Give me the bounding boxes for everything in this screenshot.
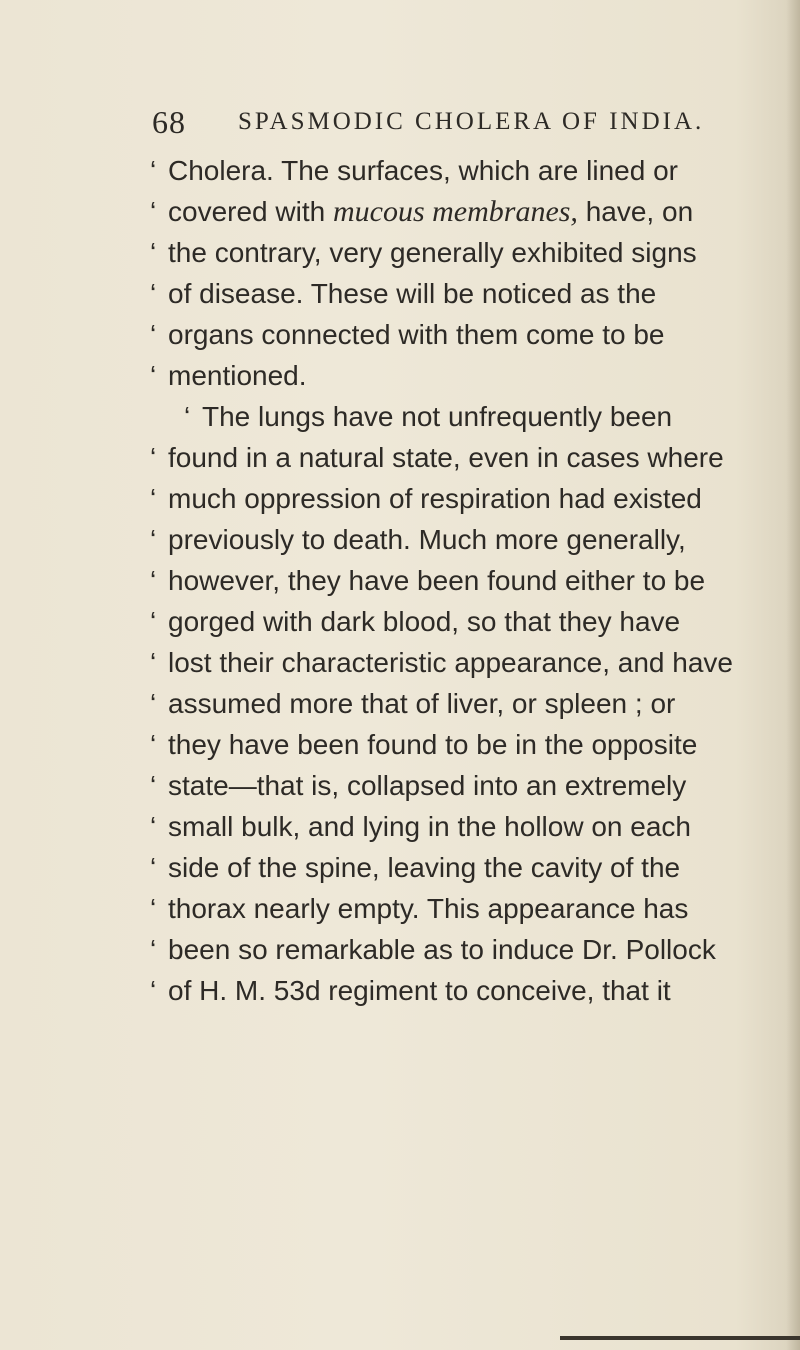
page-header <box>152 104 742 148</box>
line-text: the contrary, very generally exhibited signs <box>168 237 697 268</box>
quote-mark: ‘ <box>150 647 157 678</box>
body-text <box>150 150 750 1011</box>
quote-mark: ‘ <box>150 606 157 637</box>
italic-phrase: mucous membranes, <box>332 195 578 228</box>
paragraph-start-line <box>150 396 750 437</box>
text-line <box>150 970 750 1011</box>
text-line <box>150 683 750 724</box>
text-line <box>150 273 750 314</box>
quote-mark: ‘ <box>150 483 157 514</box>
quote-mark: ‘ <box>150 237 157 268</box>
line-text: organs connected with them come to be <box>168 319 665 350</box>
quote-mark: ‘ <box>150 770 157 801</box>
text-line <box>150 806 750 847</box>
line-text: assumed more that of liver, or spleen ; or <box>168 688 676 719</box>
line-text: lost their characteristic appearance, and have <box>168 647 733 678</box>
text-line <box>150 642 750 683</box>
text-line <box>150 765 750 806</box>
line-text: of H. M. 53d regiment to conceive, that it <box>168 975 671 1006</box>
quote-mark: ‘ <box>150 934 157 965</box>
quote-mark: ‘ <box>150 319 157 350</box>
line-text: side of the spine, leaving the cavity of the <box>168 852 681 883</box>
line-text: found in a natural state, even in cases where <box>168 442 724 473</box>
line-text: Cholera. The surfaces, which are lined or <box>168 155 678 186</box>
quote-mark: ‘ <box>150 278 157 309</box>
quote-mark: ‘ <box>150 729 157 760</box>
line-text: gorged with dark blood, so that they have <box>168 606 681 637</box>
text-line <box>150 601 750 642</box>
line-text: The lungs have not unfrequently been <box>202 401 673 432</box>
text-line <box>150 437 750 478</box>
running-head: SPASMODIC CHOLERA OF INDIA. <box>238 108 705 135</box>
text-line <box>150 232 750 273</box>
page-bottom-edge <box>560 1336 800 1340</box>
text-line <box>150 929 750 970</box>
text-line <box>150 150 750 191</box>
page-edge-shadow <box>786 0 800 1350</box>
line-text: state—that is, collapsed into an extremely <box>168 770 687 801</box>
line-text: previously to death. Much more generally, <box>168 524 686 555</box>
text-line <box>150 560 750 601</box>
line-text: however, they have been found either to be <box>168 565 706 596</box>
text-line <box>150 314 750 355</box>
text-line <box>150 478 750 519</box>
line-text: thorax nearly empty. This appearance has <box>168 893 689 924</box>
page-number: 68 <box>152 104 186 140</box>
text-line <box>150 355 750 396</box>
quote-mark: ‘ <box>150 442 157 473</box>
quote-mark: ‘ <box>150 975 157 1006</box>
text-line <box>150 519 750 560</box>
line-text: been so remarkable as to induce Dr. Pollock <box>168 934 716 965</box>
line-text: have, on <box>585 196 694 227</box>
quote-mark: ‘ <box>150 811 157 842</box>
line-text: much oppression of respiration had existed <box>168 483 702 514</box>
quote-mark: ‘ <box>150 852 157 883</box>
text-line <box>150 888 750 929</box>
text-line <box>150 724 750 765</box>
quote-mark: ‘ <box>150 360 157 391</box>
quote-mark: ‘ <box>150 524 157 555</box>
line-text: covered with <box>168 196 326 227</box>
quote-mark: ‘ <box>150 196 157 227</box>
quote-mark: ‘ <box>150 688 157 719</box>
text-line <box>150 191 750 232</box>
quote-mark: ‘ <box>150 155 157 186</box>
line-text: small bulk, and lying in the hollow on each <box>168 811 691 842</box>
text-line <box>150 847 750 888</box>
line-text: of disease. These will be noticed as the <box>168 278 657 309</box>
line-text: mentioned. <box>168 360 307 391</box>
quote-mark: ‘ <box>184 401 191 432</box>
line-text: they have been found to be in the opposite <box>168 729 698 760</box>
quote-mark: ‘ <box>150 893 157 924</box>
quote-mark: ‘ <box>150 565 157 596</box>
